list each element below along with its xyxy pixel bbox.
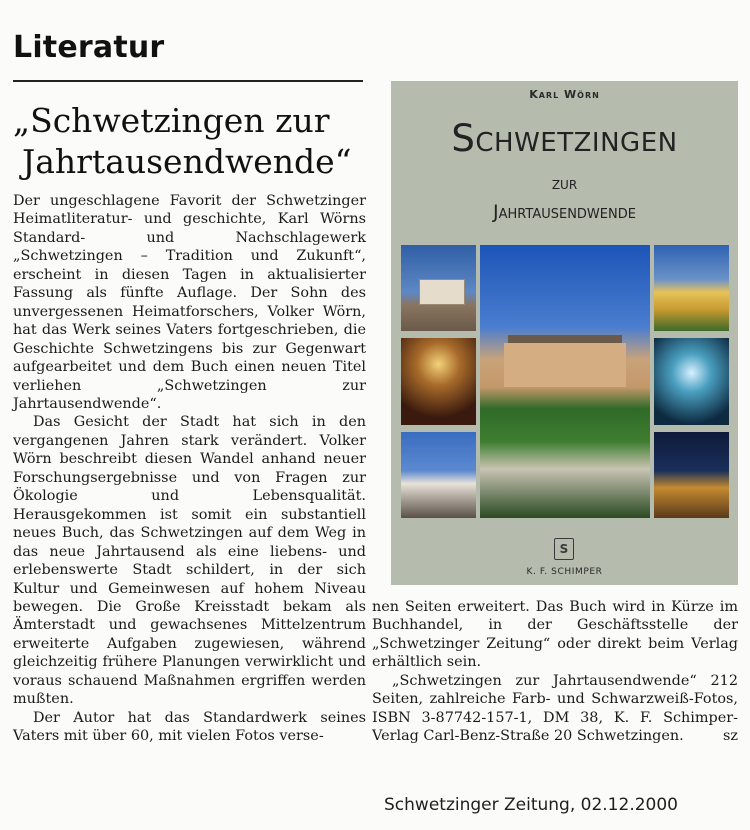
paragraph-1: Der ungeschlagene Favorit der Schwetzinger Heimatliteratur- und geschichte, Karl Wörns Standard- und Nachschlagewerk „Schwetzingen – Tradition und Zukunft“, erscheint in diesen Tagen in aktualisierter Fassung als fünfte Auflage. Der Sohn des unvergessenen Heimatforschers, Volker Wörn, hat das Werk seines Vaters fortgeschrieben, die Geschichte Schwetzingens bis zur Gegenwart aufgearbeitet und dem Buch einen neuen Titel verliehen „Schwetzingen zur Jahrtausendwende“. [13, 193, 366, 412]
source-footer: Schwetzinger Zeitung, 02.12.2000 [384, 795, 678, 815]
cover-photo-evening-square [654, 432, 729, 518]
headline-line-2: Jahrtausendwende“ [22, 142, 352, 181]
publisher-logo-icon: S [554, 538, 574, 560]
cover-photo-palace-garden [480, 245, 650, 518]
section-divider [13, 80, 363, 82]
book-title-line-1: Schwetzingen [451, 117, 678, 160]
cover-photo-street-houses [401, 432, 476, 518]
article-headline [13, 100, 373, 182]
section-label: Literatur [13, 30, 165, 65]
cover-photo-yellow-building [654, 245, 729, 331]
article-body-right-column [372, 598, 738, 746]
book-author: Karl Wörn [529, 88, 600, 101]
cover-photo-theatre-interior [401, 338, 476, 425]
paragraph-3: Der Autor hat das Standardwerk seines Vaters mit über 60, mit vielen Fotos verse- [13, 709, 366, 745]
cover-photo-town-house [401, 245, 476, 331]
book-title-line-3: Jahrtausendwende [493, 201, 636, 223]
headline-line-1: „Schwetzingen zur [13, 101, 330, 140]
article-body-left-column [13, 192, 366, 746]
book-cover-image [391, 81, 738, 585]
book-title-line-2: zur [551, 174, 578, 194]
paragraph-2: Das Gesicht der Stadt hat sich in den vergangenen Jahren stark verändert. Volker Wörn beschreibt diesen Wandel anhand neuer Forschungsergebnisse und von Fragen zur Ökologie und Lebensqualität. Herausgekommen ist somit ein substantiell neues Buch, das Schwetzingen auf dem Weg in das neue Jahrtausend als eine liebens- und erlebenswerte Stadt schildert, in der sich Kultur und Gemeinwesen auf hohem Niveau bewegen. Die Große Kreisstadt bekam als Ämterstadt und gewachsenes Mittelzentrum erweiterte Aufgaben zugewiesen, während gleichzeitig frühere Planungen verwirklicht und voraus schauend Maßnahmen ergriffen werden mußten. [13, 414, 366, 708]
paragraph-5-book-info: „Schwetzingen zur Jahrtausendwende“ 212 Seiten, zahlreiche Farb- und Schwarzweiß-Fotos, ISBN 3-87742-157-1, DM 38, K. F. Schimper-Verlag Carl-Benz-Straße 20 Schwetzingen. [372, 672, 738, 745]
paragraph-4: nen Seiten erweitert. Das Buch wird in Kürze im Buchhandel, in der Geschäftsstelle der „Schwetzinger Zeitung“ oder direkt beim Verlag erhältlich sein. [372, 599, 738, 671]
author-signature: sz [723, 728, 738, 745]
book-publisher: K. F. SCHIMPER [526, 567, 603, 577]
cover-photo-fountain-night [654, 338, 729, 425]
